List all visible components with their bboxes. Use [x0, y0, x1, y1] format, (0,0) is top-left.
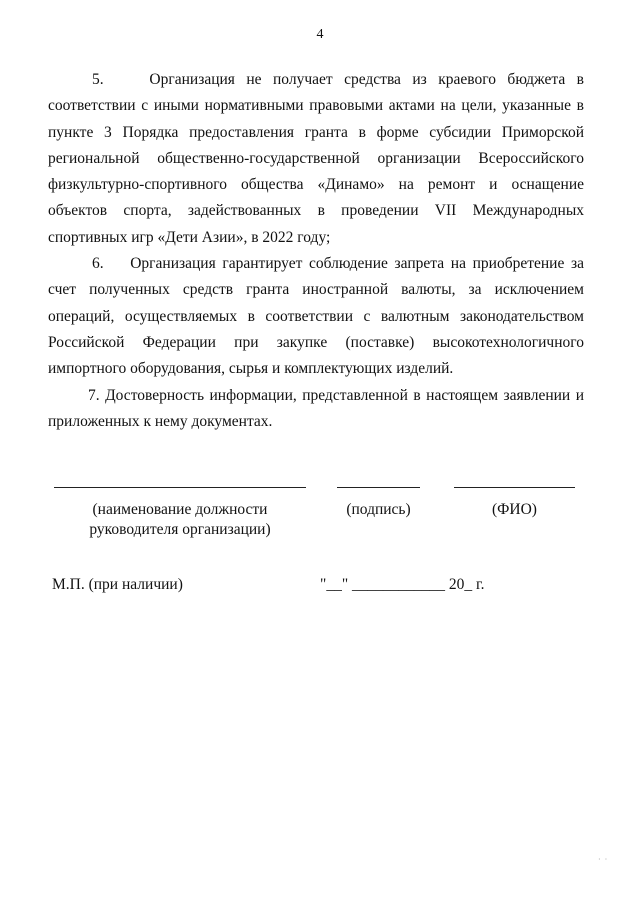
full-name-line: [454, 487, 575, 488]
paragraph-5: 5. Организация не получает средства из краевого бюджета в соответствии с иными нормативными правовыми актами на цели, указанные в пункте 3 Порядка предоставления гранта в форме субсидии Приморской региональной общественно-государственной организации Всероссийского физкультурно-спортивного общества «Динамо» на ремонт и оснащение объектов спорта, задействованных в проведении VII Международных спортивных игр «Дети Азии», в 2022 году;: [48, 71, 584, 246]
page-number: 4: [316, 27, 324, 42]
document-body: [48, 67, 584, 435]
position-signature-line: [54, 487, 306, 488]
date-line: "__" ____________ 20_ г.: [320, 576, 485, 593]
paragraph-7: 7. Достоверность информации, представленной в настоящем заявлении и приложенных к нему документах.: [48, 386, 584, 430]
footer-marks: · ·: [598, 855, 609, 864]
stamp-label: М.П. (при наличии): [52, 576, 183, 593]
name-caption: (ФИО): [492, 501, 537, 518]
position-caption: (наименование должности руководителя организации): [89, 501, 271, 538]
signature-caption: (подпись): [346, 501, 411, 518]
paragraph-6: 6. Организация гарантирует соблюдение запрета на приобретение за счет полученных средств гранта иностранной валюты, за исключением операций, осуществляемых в соответствии с валютным законодательством Российской Федерации при закупке (поставке) высокотехнологичного импортного оборудования, сырья и комплектующих изделий.: [48, 255, 584, 378]
signature-line: [337, 487, 420, 488]
